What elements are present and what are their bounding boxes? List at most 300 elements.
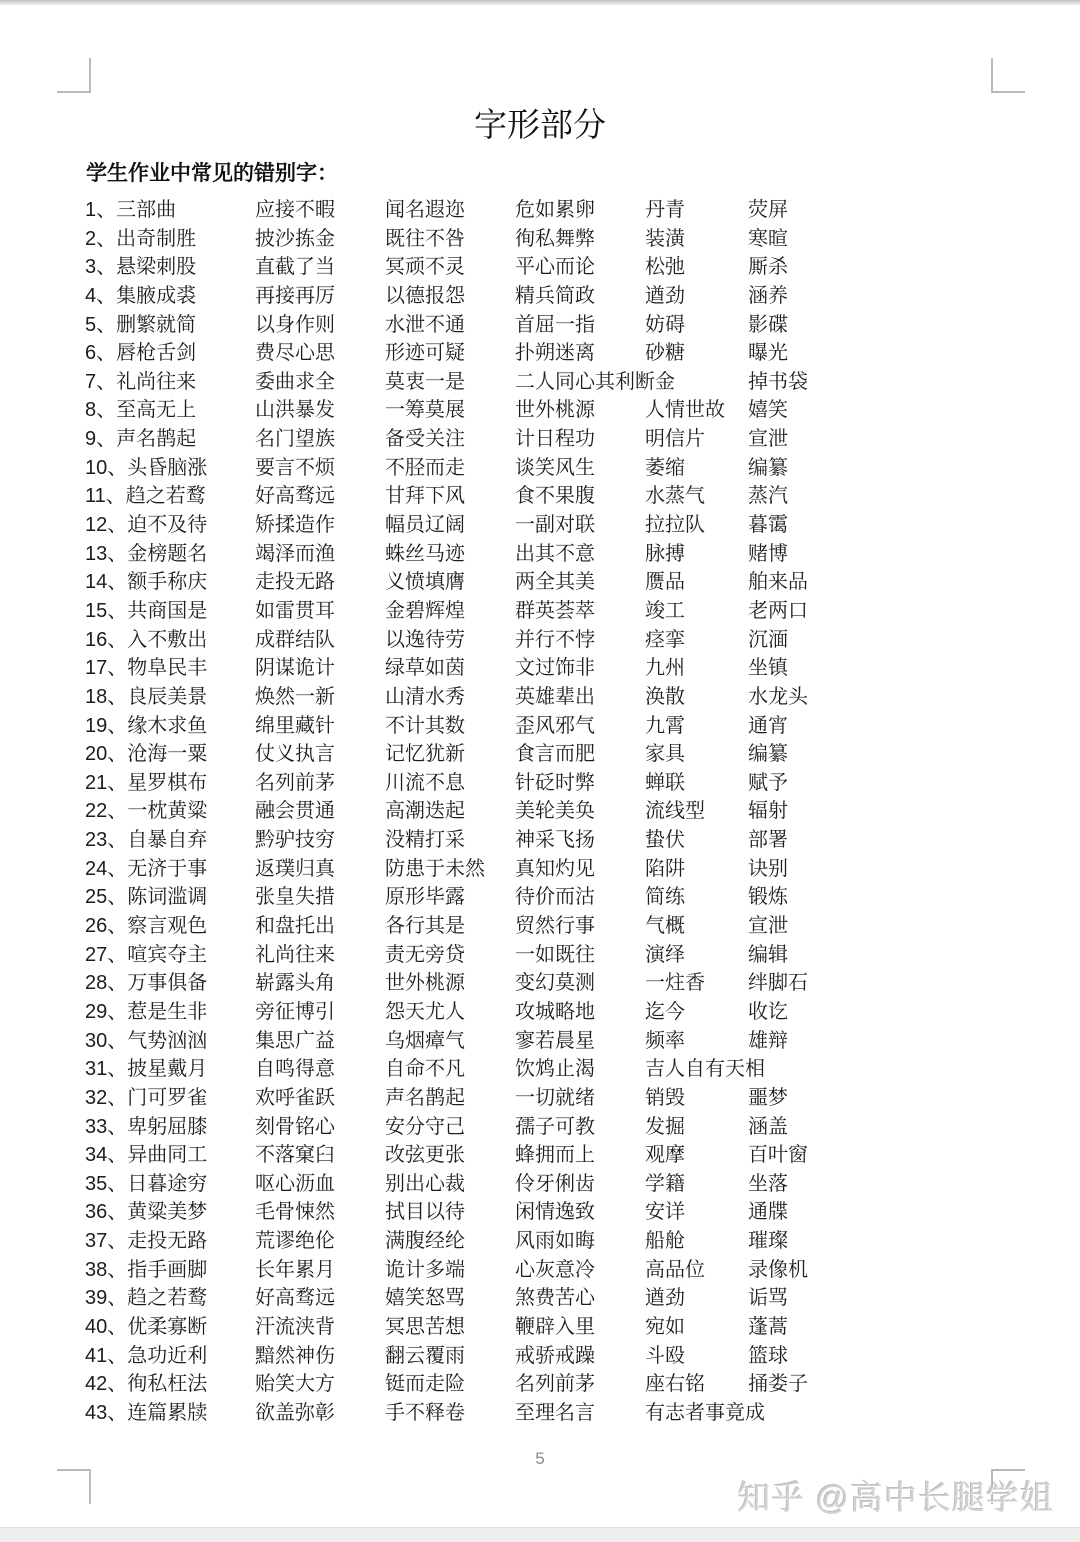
word-cell: 砂糖	[645, 342, 685, 365]
word-list-row	[85, 425, 1080, 454]
word-cell: 拉拉队	[645, 514, 705, 537]
word-cell: 蜂拥而上	[515, 1144, 595, 1167]
word-cell: 蓬蒿	[748, 1315, 788, 1338]
word-cell: 饮鸩止渴	[515, 1058, 595, 1081]
word-list-row	[85, 568, 1080, 597]
word-cell: 九州	[645, 657, 685, 680]
word-cell: 责无旁贷	[385, 943, 465, 966]
word-cell: 一炷香	[645, 972, 705, 995]
row-number-and-word: 41、急功近利	[85, 1344, 208, 1367]
word-cell: 拭目以待	[385, 1201, 465, 1224]
word-cell: 编纂	[748, 743, 788, 766]
word-cell: 焕然一新	[255, 685, 335, 708]
word-list-row	[85, 1084, 1080, 1113]
word-cell: 诀别	[748, 857, 788, 880]
word-cell: 山清水秀	[385, 685, 465, 708]
crop-mark-top-right	[991, 58, 1025, 93]
word-list-row	[85, 311, 1080, 340]
word-cell: 一如既往	[515, 943, 595, 966]
word-cell: 闲情逸致	[515, 1201, 595, 1224]
row-number-and-word: 15、共商国是	[85, 599, 208, 622]
word-cell: 赝品	[645, 571, 685, 594]
word-cell: 水泄不通	[385, 313, 465, 336]
word-cell: 丹青	[645, 199, 685, 221]
row-number-and-word: 1、三部曲	[85, 199, 177, 221]
word-cell: 座右铭	[645, 1373, 705, 1396]
word-list-row	[85, 826, 1080, 855]
word-cell: 气概	[645, 915, 685, 938]
word-list-row	[85, 712, 1080, 741]
word-cell: 一筹莫展	[385, 399, 465, 422]
word-cell: 掉书袋	[748, 370, 808, 393]
word-cell: 通宵	[748, 714, 788, 737]
word-cell: 痉挛	[645, 628, 685, 651]
word-cell: 二人同心其利断金	[515, 370, 675, 393]
word-cell: 阴谋诡计	[255, 657, 335, 680]
word-cell: 群英荟萃	[515, 599, 595, 622]
word-cell: 一副对联	[515, 514, 595, 537]
word-list-row	[85, 769, 1080, 798]
word-cell: 计日程功	[515, 428, 595, 451]
word-cell: 高潮迭起	[385, 800, 465, 823]
word-cell: 冥顽不灵	[385, 256, 465, 279]
word-cell: 宛如	[645, 1315, 685, 1338]
word-cell: 满腹经纶	[385, 1230, 465, 1253]
word-cell: 高品位	[645, 1258, 705, 1281]
row-number-and-word: 22、一枕黄粱	[85, 800, 208, 823]
word-cell: 没精打采	[385, 829, 465, 852]
row-number-and-word: 10、头昏脑涨	[85, 456, 208, 479]
word-cell: 演绎	[645, 943, 685, 966]
word-cell: 船舱	[645, 1230, 685, 1253]
word-cell: 水蒸气	[645, 485, 705, 508]
word-list-row	[85, 1055, 1080, 1084]
row-number-and-word: 19、缘木求鱼	[85, 714, 208, 737]
word-list-row	[85, 1227, 1080, 1256]
word-cell: 精兵简政	[515, 284, 595, 307]
word-list-row	[85, 1399, 1080, 1428]
word-cell: 绵里藏针	[255, 714, 335, 737]
word-cell: 名门望族	[255, 428, 335, 451]
word-cell: 乌烟瘴气	[385, 1029, 465, 1052]
word-list-row	[85, 1170, 1080, 1199]
word-list-row	[85, 1370, 1080, 1399]
row-number-and-word: 5、删繁就简	[85, 313, 197, 336]
word-list-row	[85, 454, 1080, 483]
word-cell: 徇私舞弊	[515, 227, 595, 250]
word-cell: 声名鹊起	[385, 1086, 465, 1109]
word-cell: 一切就绪	[515, 1086, 595, 1109]
word-cell: 鞭辟入里	[515, 1315, 595, 1338]
word-list-row	[85, 368, 1080, 397]
row-number-and-word: 29、惹是生非	[85, 1000, 208, 1023]
word-cell: 黔驴技穷	[255, 829, 335, 852]
row-number-and-word: 14、额手称庆	[85, 571, 208, 594]
word-cell: 收讫	[748, 1000, 788, 1023]
word-cell: 观摩	[645, 1144, 685, 1167]
row-number-and-word: 16、入不敷出	[85, 628, 208, 651]
word-cell: 发掘	[645, 1115, 685, 1138]
page-title: 字形部分	[474, 106, 606, 143]
row-number-and-word: 18、良辰美景	[85, 685, 208, 708]
word-cell: 不胫而走	[385, 456, 465, 479]
word-cell: 文过饰非	[515, 657, 595, 680]
word-cell: 仗义执言	[255, 743, 335, 766]
word-cell: 舶来品	[748, 571, 808, 594]
word-cell: 销毁	[645, 1086, 685, 1109]
section-subtitle: 学生作业中常见的错别字：	[86, 162, 338, 185]
word-cell: 既往不咎	[385, 227, 465, 250]
word-list-row	[85, 654, 1080, 683]
word-cell: 流线型	[645, 800, 705, 823]
word-cell: 金碧辉煌	[385, 599, 465, 622]
word-list-row	[85, 683, 1080, 712]
word-cell: 手不释卷	[385, 1401, 465, 1424]
word-cell: 辐射	[748, 800, 788, 823]
word-cell: 针砭时弊	[515, 771, 595, 794]
word-cell: 黯然神伤	[255, 1344, 335, 1367]
word-cell: 厮杀	[748, 256, 788, 279]
word-cell: 欢呼雀跃	[255, 1086, 335, 1109]
word-cell: 宣泄	[748, 428, 788, 451]
word-cell: 绿草如茵	[385, 657, 465, 680]
word-cell: 家具	[645, 743, 685, 766]
word-cell: 松弛	[645, 256, 685, 279]
word-cell: 备受关注	[385, 428, 465, 451]
word-cell: 张皇失措	[255, 886, 335, 909]
word-cell: 闻名遐迩	[385, 199, 465, 221]
word-cell: 蝉联	[645, 771, 685, 794]
word-cell: 变幻莫测	[515, 972, 595, 995]
word-list-row	[85, 540, 1080, 569]
word-cell: 涵盖	[748, 1115, 788, 1138]
word-list-row	[85, 396, 1080, 425]
word-cell: 扑朔迷离	[515, 342, 595, 365]
word-cell: 遒劲	[645, 1287, 685, 1310]
word-cell: 美轮美奂	[515, 800, 595, 823]
word-cell: 委曲求全	[255, 370, 335, 393]
row-number-and-word: 25、陈词滥调	[85, 886, 208, 909]
word-cell: 铤而走险	[385, 1373, 465, 1396]
word-cell: 世外桃源	[515, 399, 595, 422]
crop-mark-top-left	[57, 58, 91, 93]
word-cell: 莫衷一是	[385, 370, 465, 393]
word-list-row	[85, 225, 1080, 254]
word-cell: 锻炼	[748, 886, 788, 909]
word-cell: 脉搏	[645, 542, 685, 565]
word-cell: 录像机	[748, 1258, 808, 1281]
word-cell: 形迹可疑	[385, 342, 465, 365]
word-list-row	[85, 883, 1080, 912]
word-cell: 陷阱	[645, 857, 685, 880]
word-cell: 编辑	[748, 943, 788, 966]
word-cell: 以德报怨	[385, 284, 465, 307]
word-cell: 涵养	[748, 284, 788, 307]
row-number-and-word: 4、集腋成裘	[85, 284, 197, 307]
word-cell: 刻骨铭心	[255, 1115, 335, 1138]
word-cell: 影碟	[748, 313, 788, 336]
word-list-row	[85, 1027, 1080, 1056]
row-number-and-word: 13、金榜题名	[85, 542, 208, 565]
word-cell: 义愤填膺	[385, 571, 465, 594]
word-cell: 学籍	[645, 1172, 685, 1195]
word-cell: 好高骛远	[255, 485, 335, 508]
word-cell: 危如累卵	[515, 199, 595, 221]
word-cell: 伶牙俐齿	[515, 1172, 595, 1195]
word-cell: 涣散	[645, 685, 685, 708]
word-cell: 改弦更张	[385, 1144, 465, 1167]
word-cell: 孺子可教	[515, 1115, 595, 1138]
crop-mark-bottom-left	[57, 1469, 91, 1504]
word-cell: 不落窠臼	[255, 1144, 335, 1167]
row-number-and-word: 43、连篇累牍	[85, 1401, 208, 1424]
word-list-row	[85, 912, 1080, 941]
word-cell: 篮球	[748, 1344, 788, 1367]
row-number-and-word: 31、披星戴月	[85, 1058, 208, 1081]
word-cell: 寒暄	[748, 227, 788, 250]
row-number-and-word: 12、迫不及待	[85, 514, 208, 537]
word-cell: 返璞归真	[255, 857, 335, 880]
word-list-row	[85, 196, 1080, 225]
word-cell: 简练	[645, 886, 685, 909]
word-cell: 竣工	[645, 599, 685, 622]
word-cell: 名列前茅	[515, 1373, 595, 1396]
row-number-and-word: 21、星罗棋布	[85, 771, 208, 794]
word-cell: 山洪暴发	[255, 399, 335, 422]
word-cell: 翻云覆雨	[385, 1344, 465, 1367]
page-top-edge-shadow	[0, 0, 1080, 5]
word-cell: 真知灼见	[515, 857, 595, 880]
word-cell: 贻笑大方	[255, 1373, 335, 1396]
word-cell: 长年累月	[255, 1258, 335, 1281]
word-cell: 通牒	[748, 1201, 788, 1224]
word-cell: 食不果腹	[515, 485, 595, 508]
word-cell: 荒谬绝伦	[255, 1230, 335, 1253]
word-cell: 幅员辽阔	[385, 514, 465, 537]
word-cell: 百叶窗	[748, 1144, 808, 1167]
row-number-and-word: 7、礼尚往来	[85, 370, 197, 393]
word-list-row	[85, 740, 1080, 769]
word-cell: 歪风邪气	[515, 714, 595, 737]
word-cell: 装潢	[645, 227, 685, 250]
word-list-row	[85, 253, 1080, 282]
word-cell: 心灰意冷	[515, 1258, 595, 1281]
row-number-and-word: 33、卑躬屈膝	[85, 1115, 208, 1138]
word-cell: 食言而肥	[515, 743, 595, 766]
row-number-and-word: 6、唇枪舌剑	[85, 342, 197, 365]
word-list-row	[85, 998, 1080, 1027]
row-number-and-word: 35、日暮途穷	[85, 1172, 208, 1195]
word-cell: 呕心沥血	[255, 1172, 335, 1195]
word-cell: 汗流浃背	[255, 1315, 335, 1338]
word-cell: 要言不烦	[255, 456, 335, 479]
row-number-and-word: 8、至高无上	[85, 399, 197, 422]
word-cell: 坐落	[748, 1172, 788, 1195]
word-list-row	[85, 482, 1080, 511]
word-cell: 沉湎	[748, 628, 788, 651]
word-cell: 曝光	[748, 342, 788, 365]
word-cell: 成群结队	[255, 628, 335, 651]
word-list-row	[85, 1284, 1080, 1313]
word-cell: 首屈一指	[515, 313, 595, 336]
word-cell: 风雨如晦	[515, 1230, 595, 1253]
word-list-row	[85, 855, 1080, 884]
word-list-row	[85, 941, 1080, 970]
word-list-row	[85, 1256, 1080, 1285]
word-cell: 遒劲	[645, 284, 685, 307]
word-cell: 噩梦	[748, 1086, 788, 1109]
word-list-row	[85, 797, 1080, 826]
word-cell: 名列前茅	[255, 771, 335, 794]
page-bottom-bar	[0, 1527, 1080, 1542]
row-number-and-word: 11、趋之若鹜	[85, 485, 206, 508]
word-cell: 老两口	[748, 599, 808, 622]
word-cell: 融会贯通	[255, 800, 335, 823]
row-number-and-word: 9、声名鹊起	[85, 428, 197, 451]
word-cell: 不计其数	[385, 714, 465, 737]
row-number-and-word: 2、出奇制胜	[85, 227, 197, 250]
word-cell: 安分守己	[385, 1115, 465, 1138]
row-number-and-word: 37、走投无路	[85, 1230, 208, 1253]
row-number-and-word: 24、无济于事	[85, 857, 208, 880]
word-list-row	[85, 1113, 1080, 1142]
word-cell: 嬉笑	[748, 399, 788, 422]
word-cell: 编纂	[748, 456, 788, 479]
zhihu-watermark: 知乎 @高中长腿学姐	[737, 1479, 1054, 1516]
word-cell: 频率	[645, 1029, 685, 1052]
word-cell: 和盘托出	[255, 915, 335, 938]
word-list-row	[85, 626, 1080, 655]
word-cell: 平心而论	[515, 256, 595, 279]
word-cell: 矫揉造作	[255, 514, 335, 537]
word-list-row	[85, 1141, 1080, 1170]
row-number-and-word: 40、优柔寡断	[85, 1315, 208, 1338]
word-cell: 待价而沽	[515, 886, 595, 909]
word-cell: 寥若晨星	[515, 1029, 595, 1052]
word-cell: 迄今	[645, 1000, 685, 1023]
row-number-and-word: 23、自暴自弃	[85, 829, 208, 852]
word-cell: 甘拜下风	[385, 485, 465, 508]
row-number-and-word: 36、黄粱美梦	[85, 1201, 208, 1224]
word-cell: 蒸汽	[748, 485, 788, 508]
word-cell: 荧屏	[748, 199, 788, 221]
word-cell: 贸然行事	[515, 915, 595, 938]
word-cell: 璀璨	[748, 1230, 788, 1253]
word-cell: 以身作则	[255, 313, 335, 336]
word-cell: 毛骨悚然	[255, 1201, 335, 1224]
word-cell: 人情世故	[645, 399, 725, 422]
word-cell: 记忆犹新	[385, 743, 465, 766]
word-cell: 欲盖弥彰	[255, 1401, 335, 1424]
word-list-row	[85, 1342, 1080, 1371]
word-cell: 崭露头角	[255, 972, 335, 995]
word-list-row	[85, 282, 1080, 311]
word-cell: 蛰伏	[645, 829, 685, 852]
word-cell: 蛛丝马迹	[385, 542, 465, 565]
word-cell: 雄辩	[748, 1029, 788, 1052]
word-cell: 两全其美	[515, 571, 595, 594]
word-cell: 竭泽而渔	[255, 542, 335, 565]
word-cell: 坐镇	[748, 657, 788, 680]
word-cell: 各行其是	[385, 915, 465, 938]
word-cell: 嬉笑怒骂	[385, 1287, 465, 1310]
word-cell: 攻城略地	[515, 1000, 595, 1023]
word-list-row	[85, 1313, 1080, 1342]
word-cell: 斗殴	[645, 1344, 685, 1367]
row-number-and-word: 17、物阜民丰	[85, 657, 208, 680]
word-cell: 以逸待劳	[385, 628, 465, 651]
word-cell: 暮霭	[748, 514, 788, 537]
row-number-and-word: 42、徇私枉法	[85, 1373, 208, 1396]
word-cell: 再接再厉	[255, 284, 335, 307]
word-rows	[85, 196, 1080, 1428]
word-cell: 捅娄子	[748, 1373, 808, 1396]
word-cell: 九霄	[645, 714, 685, 737]
row-number-and-word: 34、异曲同工	[85, 1144, 208, 1167]
word-cell: 川流不息	[385, 771, 465, 794]
word-cell: 怨天尤人	[385, 1000, 465, 1023]
row-number-and-word: 38、指手画脚	[85, 1258, 208, 1281]
word-cell: 安详	[645, 1201, 685, 1224]
word-cell: 绊脚石	[748, 972, 808, 995]
word-cell: 应接不暇	[255, 199, 335, 221]
word-cell: 自鸣得意	[255, 1058, 335, 1081]
word-cell: 费尽心思	[255, 342, 335, 365]
word-cell: 神采飞扬	[515, 829, 595, 852]
word-list-row	[85, 511, 1080, 540]
word-cell: 水龙头	[748, 685, 808, 708]
word-cell: 至理名言	[515, 1401, 595, 1424]
row-number-and-word: 39、趋之若鹜	[85, 1287, 208, 1310]
page-number: 5	[535, 1449, 545, 1468]
word-cell: 别出心裁	[385, 1172, 465, 1195]
word-cell: 冥思苦想	[385, 1315, 465, 1338]
word-cell: 直截了当	[255, 256, 335, 279]
word-cell: 部署	[748, 829, 788, 852]
row-number-and-word: 20、沧海一粟	[85, 743, 208, 766]
row-number-and-word: 30、气势汹汹	[85, 1029, 208, 1052]
word-cell: 有志者事竟成	[645, 1401, 765, 1424]
word-cell: 萎缩	[645, 456, 685, 479]
word-cell: 集思广益	[255, 1029, 335, 1052]
word-cell: 原形毕露	[385, 886, 465, 909]
row-number-and-word: 32、门可罗雀	[85, 1086, 208, 1109]
word-cell: 旁征博引	[255, 1000, 335, 1023]
word-cell: 防患于未然	[385, 857, 485, 880]
word-cell: 自命不凡	[385, 1058, 465, 1081]
word-cell: 妨碍	[645, 313, 685, 336]
word-cell: 煞费苦心	[515, 1287, 595, 1310]
word-cell: 披沙拣金	[255, 227, 335, 250]
word-cell: 赋予	[748, 771, 788, 794]
word-cell: 谈笑风生	[515, 456, 595, 479]
word-list-row	[85, 597, 1080, 626]
word-list-row	[85, 339, 1080, 368]
row-number-and-word: 28、万事俱备	[85, 972, 208, 995]
word-cell: 并行不悖	[515, 628, 595, 651]
word-cell: 英雄辈出	[515, 685, 595, 708]
word-cell: 赌博	[748, 542, 788, 565]
row-number-and-word: 26、察言观色	[85, 915, 208, 938]
word-cell: 世外桃源	[385, 972, 465, 995]
word-cell: 走投无路	[255, 571, 335, 594]
word-cell: 诡计多端	[385, 1258, 465, 1281]
word-cell: 吉人自有天相	[645, 1058, 765, 1081]
word-cell: 宣泄	[748, 915, 788, 938]
word-cell: 明信片	[645, 428, 705, 451]
word-cell: 戒骄戒躁	[515, 1344, 595, 1367]
word-cell: 出其不意	[515, 542, 595, 565]
